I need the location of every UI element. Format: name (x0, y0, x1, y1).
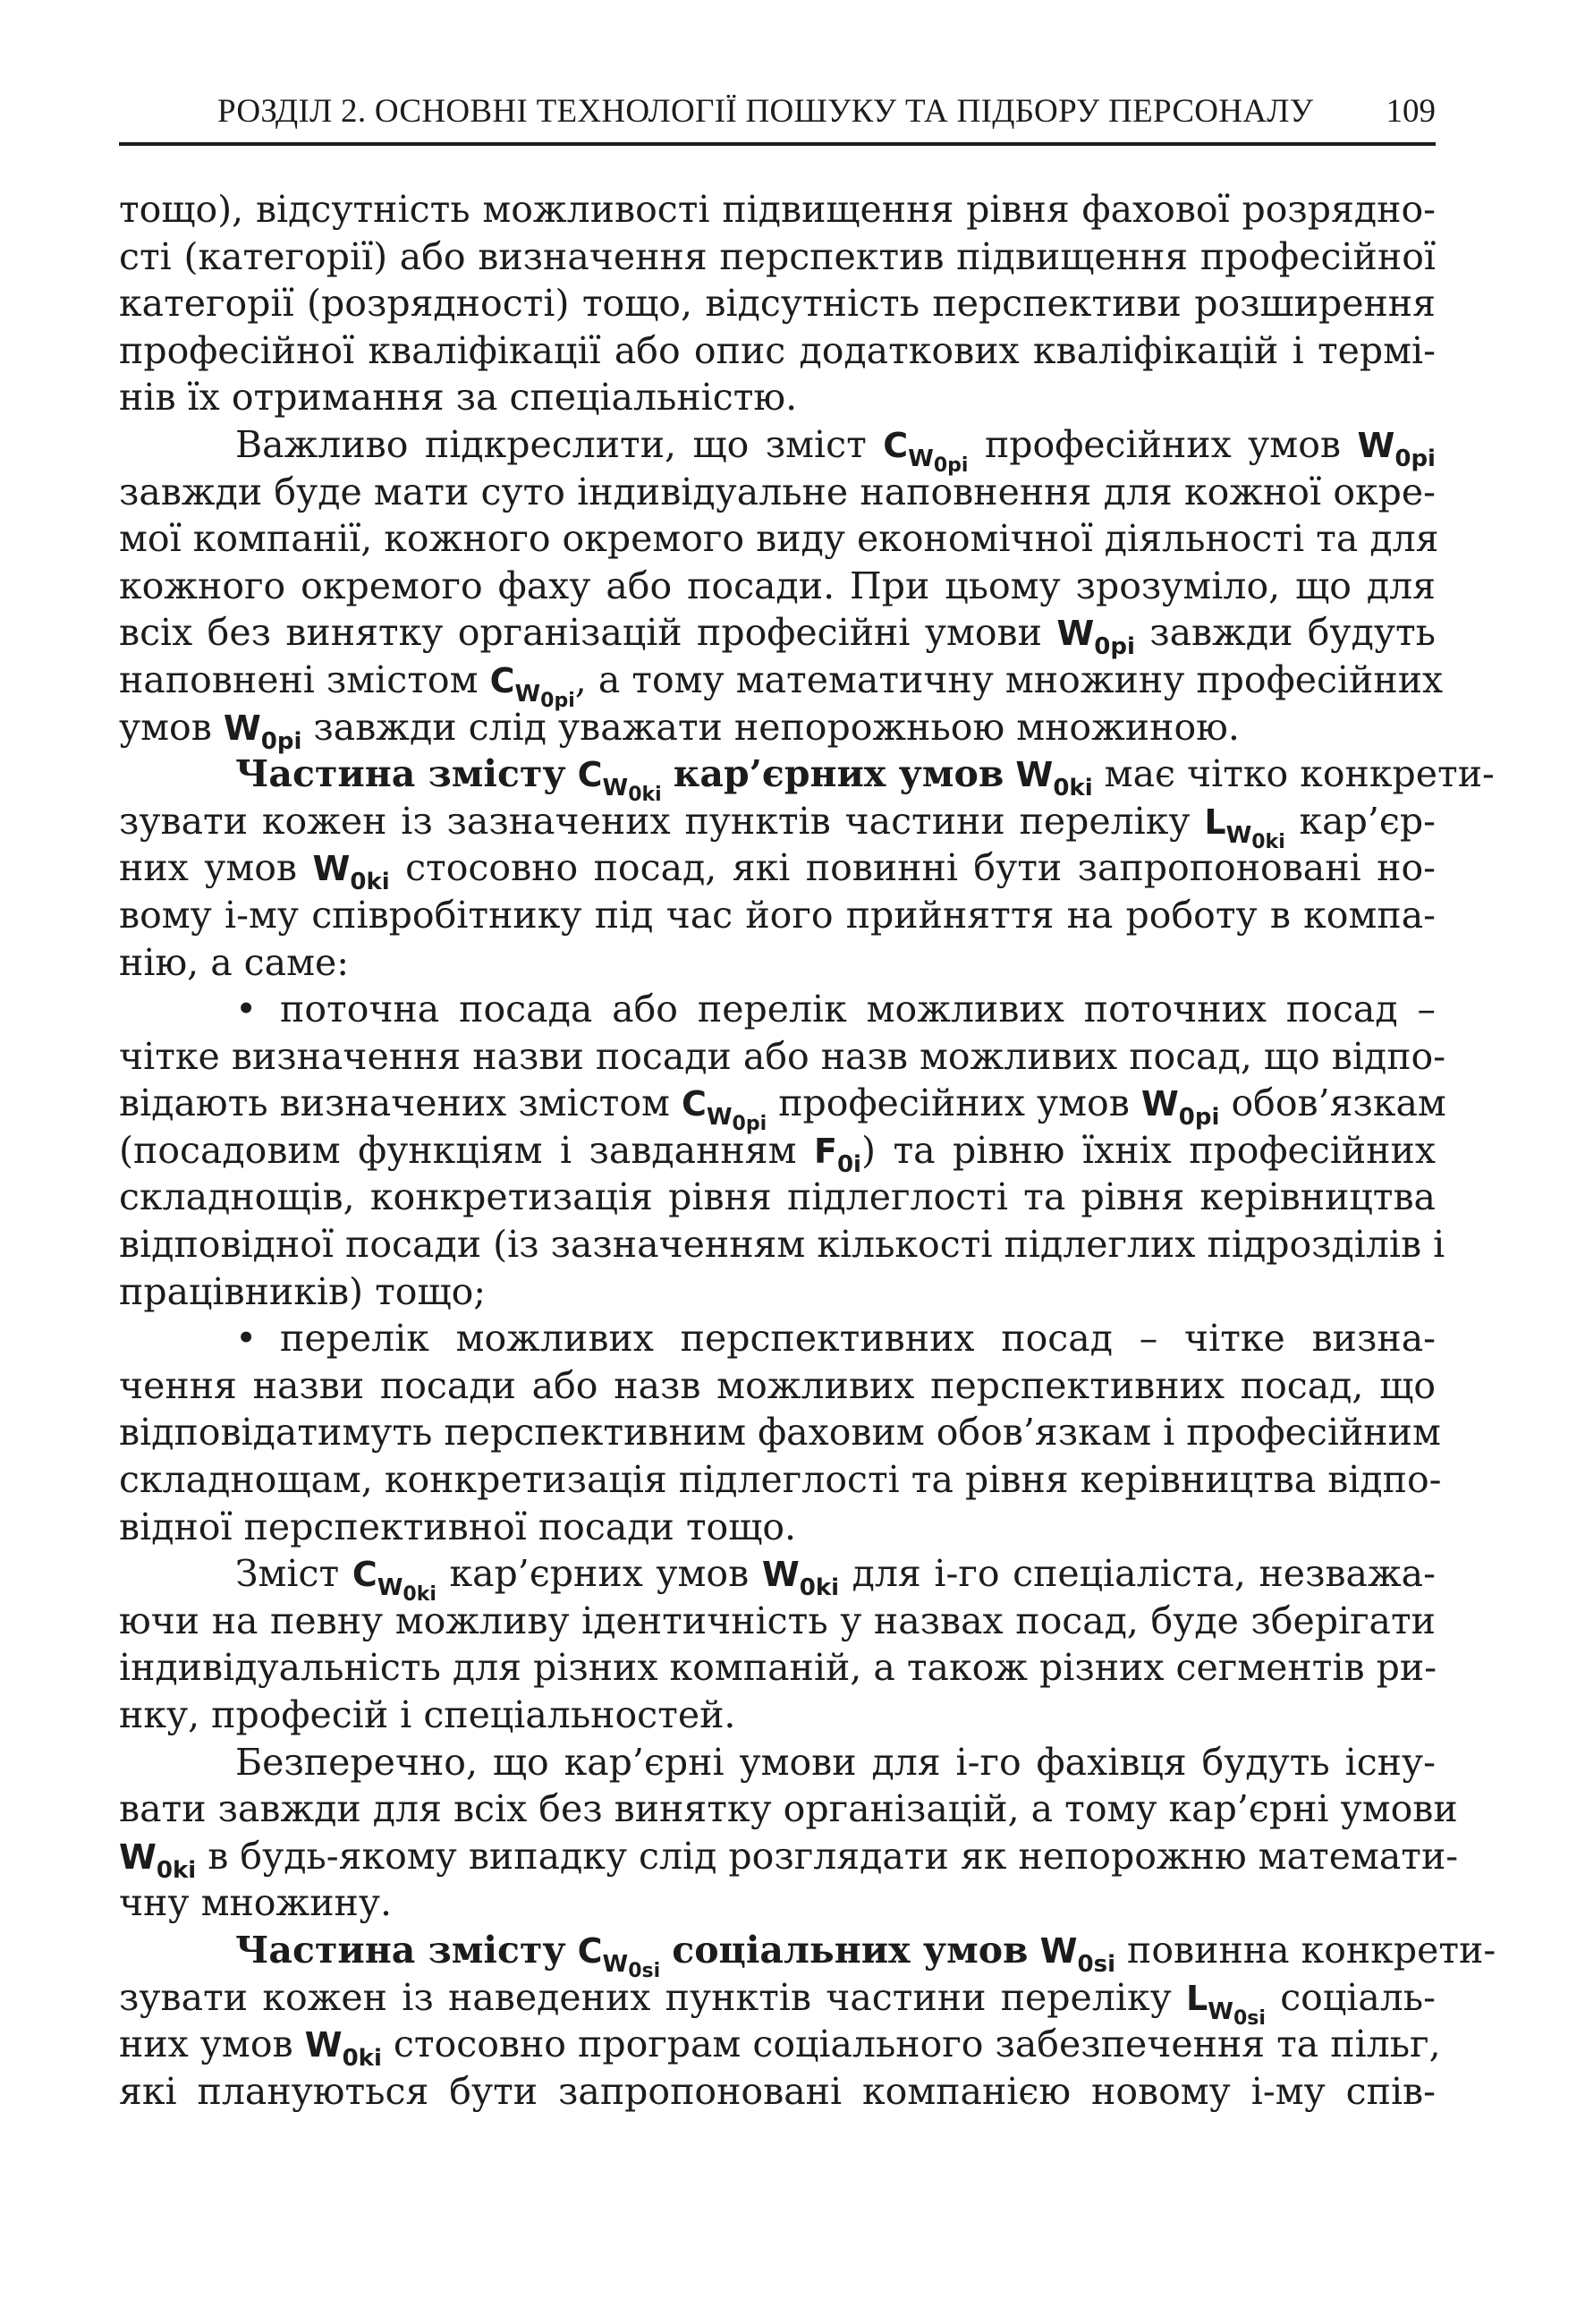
bullet-icon: • (235, 1317, 258, 1361)
body-text (119, 186, 1496, 2115)
math-symbol: $C_{W_{0ki}}$ (352, 1555, 437, 1607)
math-symbol: $W_{0pi}$ (1056, 614, 1135, 661)
text-line: зувати кожен із зазначених пунктів частини переліку $L_{W_{0ki}}$ кар’єр- (119, 799, 1436, 853)
math-symbol: $W_{0ki}$ (761, 1555, 840, 1602)
text-line: індивідуальність для різних компаній, а також різних сегментів ри- (119, 1646, 1437, 1690)
math-symbol: $W_{0pi}$ (1357, 425, 1436, 472)
text-line: нію, а саме: (119, 940, 350, 984)
math-symbol: $L_{W_{0si}}$ (1186, 1978, 1266, 2030)
page-number: 109 (1386, 93, 1436, 130)
bullet-icon: • (235, 988, 258, 1031)
text-line: відають визначених змістом $C_{W_{0pi}}$ професійних умов $W_{0pi}$ обов’язкам (119, 1081, 1446, 1136)
text-line: ючи на певну можливу ідентичність у назвах посад, буде зберігати (119, 1599, 1436, 1642)
text-line: вати завжди для всіх без винятку організацій, а тому кар’єрні умови (119, 1787, 1458, 1831)
text-line: сті (категорії) або визначення перспектив підвищення професійної (119, 234, 1436, 278)
text-line: професійної кваліфікації або опис додаткових кваліфікацій і термі- (119, 328, 1436, 372)
text-line: $W_{0ki}$ в будь-якому випадку слід розглядати як непорожню математи- (119, 1834, 1459, 1884)
text-line: Безперечно, що кар’єрні умови для і-го фахівця будуть існу- (235, 1740, 1436, 1784)
text-line: умов $W_{0pi}$ завжди слід уважати непорожньою множиною. (119, 705, 1240, 755)
text-line: відповідатимуть перспективним фаховим обов’язкам і професійним (119, 1411, 1441, 1455)
math-symbol: $W_{0ki}$ (312, 849, 390, 896)
text-line: всіх без винятку організацій професійні умови $W_{0pi}$ завжди будуть (119, 611, 1436, 661)
text-line: Важливо підкреслити, що зміст $C_{W_{0pi}}$ професійних умов $W_{0pi}$ (235, 422, 1436, 477)
text-line: наповнені змістом $C_{W_{0pi}}$, а тому математичну множину професійних (119, 657, 1444, 712)
text-line: які плануються бути запропоновані компанією новому і-му спів- (119, 2069, 1436, 2113)
text-line: Частина змісту $C_{W_{0si}}$ соціальних умов $W_{0si}$ повинна конкрети- (235, 1928, 1496, 1982)
text-line: чну множину. (119, 1881, 393, 1925)
text-line: тощо), відсутність можливості підвищення рівня фахової розрядно- (119, 188, 1436, 231)
math-symbol: $L_{W_{0ki}}$ (1204, 802, 1285, 853)
text-line: чення назви посади або назв можливих перспективних посад, що (119, 1363, 1436, 1407)
text-line: кожного окремого фаху або посади. При цьому зрозуміло, що для (119, 564, 1436, 607)
text-line: них умов $W_{0ki}$ стосовно програм соціального забезпечення та пільг, (119, 2023, 1441, 2073)
text-line: складнощів, конкретизація рівня підлеглості та рівня керівництва (119, 1175, 1436, 1219)
running-header (119, 92, 1436, 146)
running-title: РОЗДІЛ 2. ОСНОВНІ ТЕХНОЛОГІЇ ПОШУКУ ТА ПІДБОРУ ПЕРСОНАЛУ (217, 93, 1314, 130)
list-item: • поточна посада або перелік можливих поточних посад – (119, 986, 1436, 1033)
math-symbol: $W_{0ki}$ (119, 1836, 197, 1884)
math-symbol: $C_{W_{0pi}}$ (681, 1084, 767, 1136)
text-line: Зміст $C_{W_{0ki}}$ кар’єрних умов $W_{0ki}$ для і-го спеціаліста, незважа- (235, 1552, 1436, 1607)
text-line: Частина змісту $C_{W_{0ki}}$ кар’єрних умов $W_{0ki}$ має чітко конкрети- (235, 752, 1495, 807)
math-symbol: $W_{0pi}$ (1140, 1084, 1220, 1132)
text-line: працівників) тощо; (119, 1269, 487, 1313)
math-symbol: $W_{0ki}$ (1015, 755, 1093, 802)
math-symbol: $W_{0si}$ (1039, 1930, 1115, 1978)
list-item: • перелік можливих перспективних посад – чітке визна- (119, 1315, 1436, 1362)
text-line: чітке визначення назви посади або назв можливих посад, що відпо- (119, 1034, 1446, 1078)
text-line: них умов $W_{0ki}$ стосовно посад, які повинні бути запропоновані но- (119, 846, 1436, 896)
math-symbol: $W_{0pi}$ (223, 708, 302, 755)
text-line: відної перспективної посади тощо. (119, 1505, 797, 1548)
math-symbol: $C_{W_{0pi}}$ (883, 425, 969, 477)
math-symbol: $C_{W_{0pi}}$ (489, 660, 575, 712)
text-line: складнощам, конкретизація підлеглості та рівня керівництва відпо- (119, 1458, 1442, 1502)
text-line: нку, професій і спеціальностей. (119, 1693, 736, 1736)
text-line: відповідної посади (із зазначенням кількості підлеглих підрозділів і (119, 1223, 1445, 1267)
text-line: категорії (розрядності) тощо, відсутність перспективи розширення (119, 282, 1436, 326)
text-line: вому і-му співробітнику під час його прийняття на роботу в компа- (119, 893, 1436, 937)
text-line: (посадовим функціям і завданням $F_{0i}$) та рівню їхніх професійних (119, 1128, 1436, 1178)
math-symbol: $F_{0i}$ (814, 1131, 861, 1178)
math-symbol: $C_{W_{0si}}$ (577, 1930, 661, 1982)
math-symbol: $C_{W_{0ki}}$ (577, 755, 662, 807)
text-line: зувати кожен із наведених пунктів частини переліку $L_{W_{0si}}$ соціаль- (119, 1975, 1436, 2030)
math-symbol: $W_{0ki}$ (304, 2025, 382, 2073)
text-line: завжди буде мати суто індивідуальне наповнення для кожної окре- (119, 470, 1436, 513)
text-line: мої компанії, кожного окремого виду економічної діяльності та для (119, 517, 1439, 561)
text-line: нів їх отримання за спеціальністю. (119, 376, 798, 420)
